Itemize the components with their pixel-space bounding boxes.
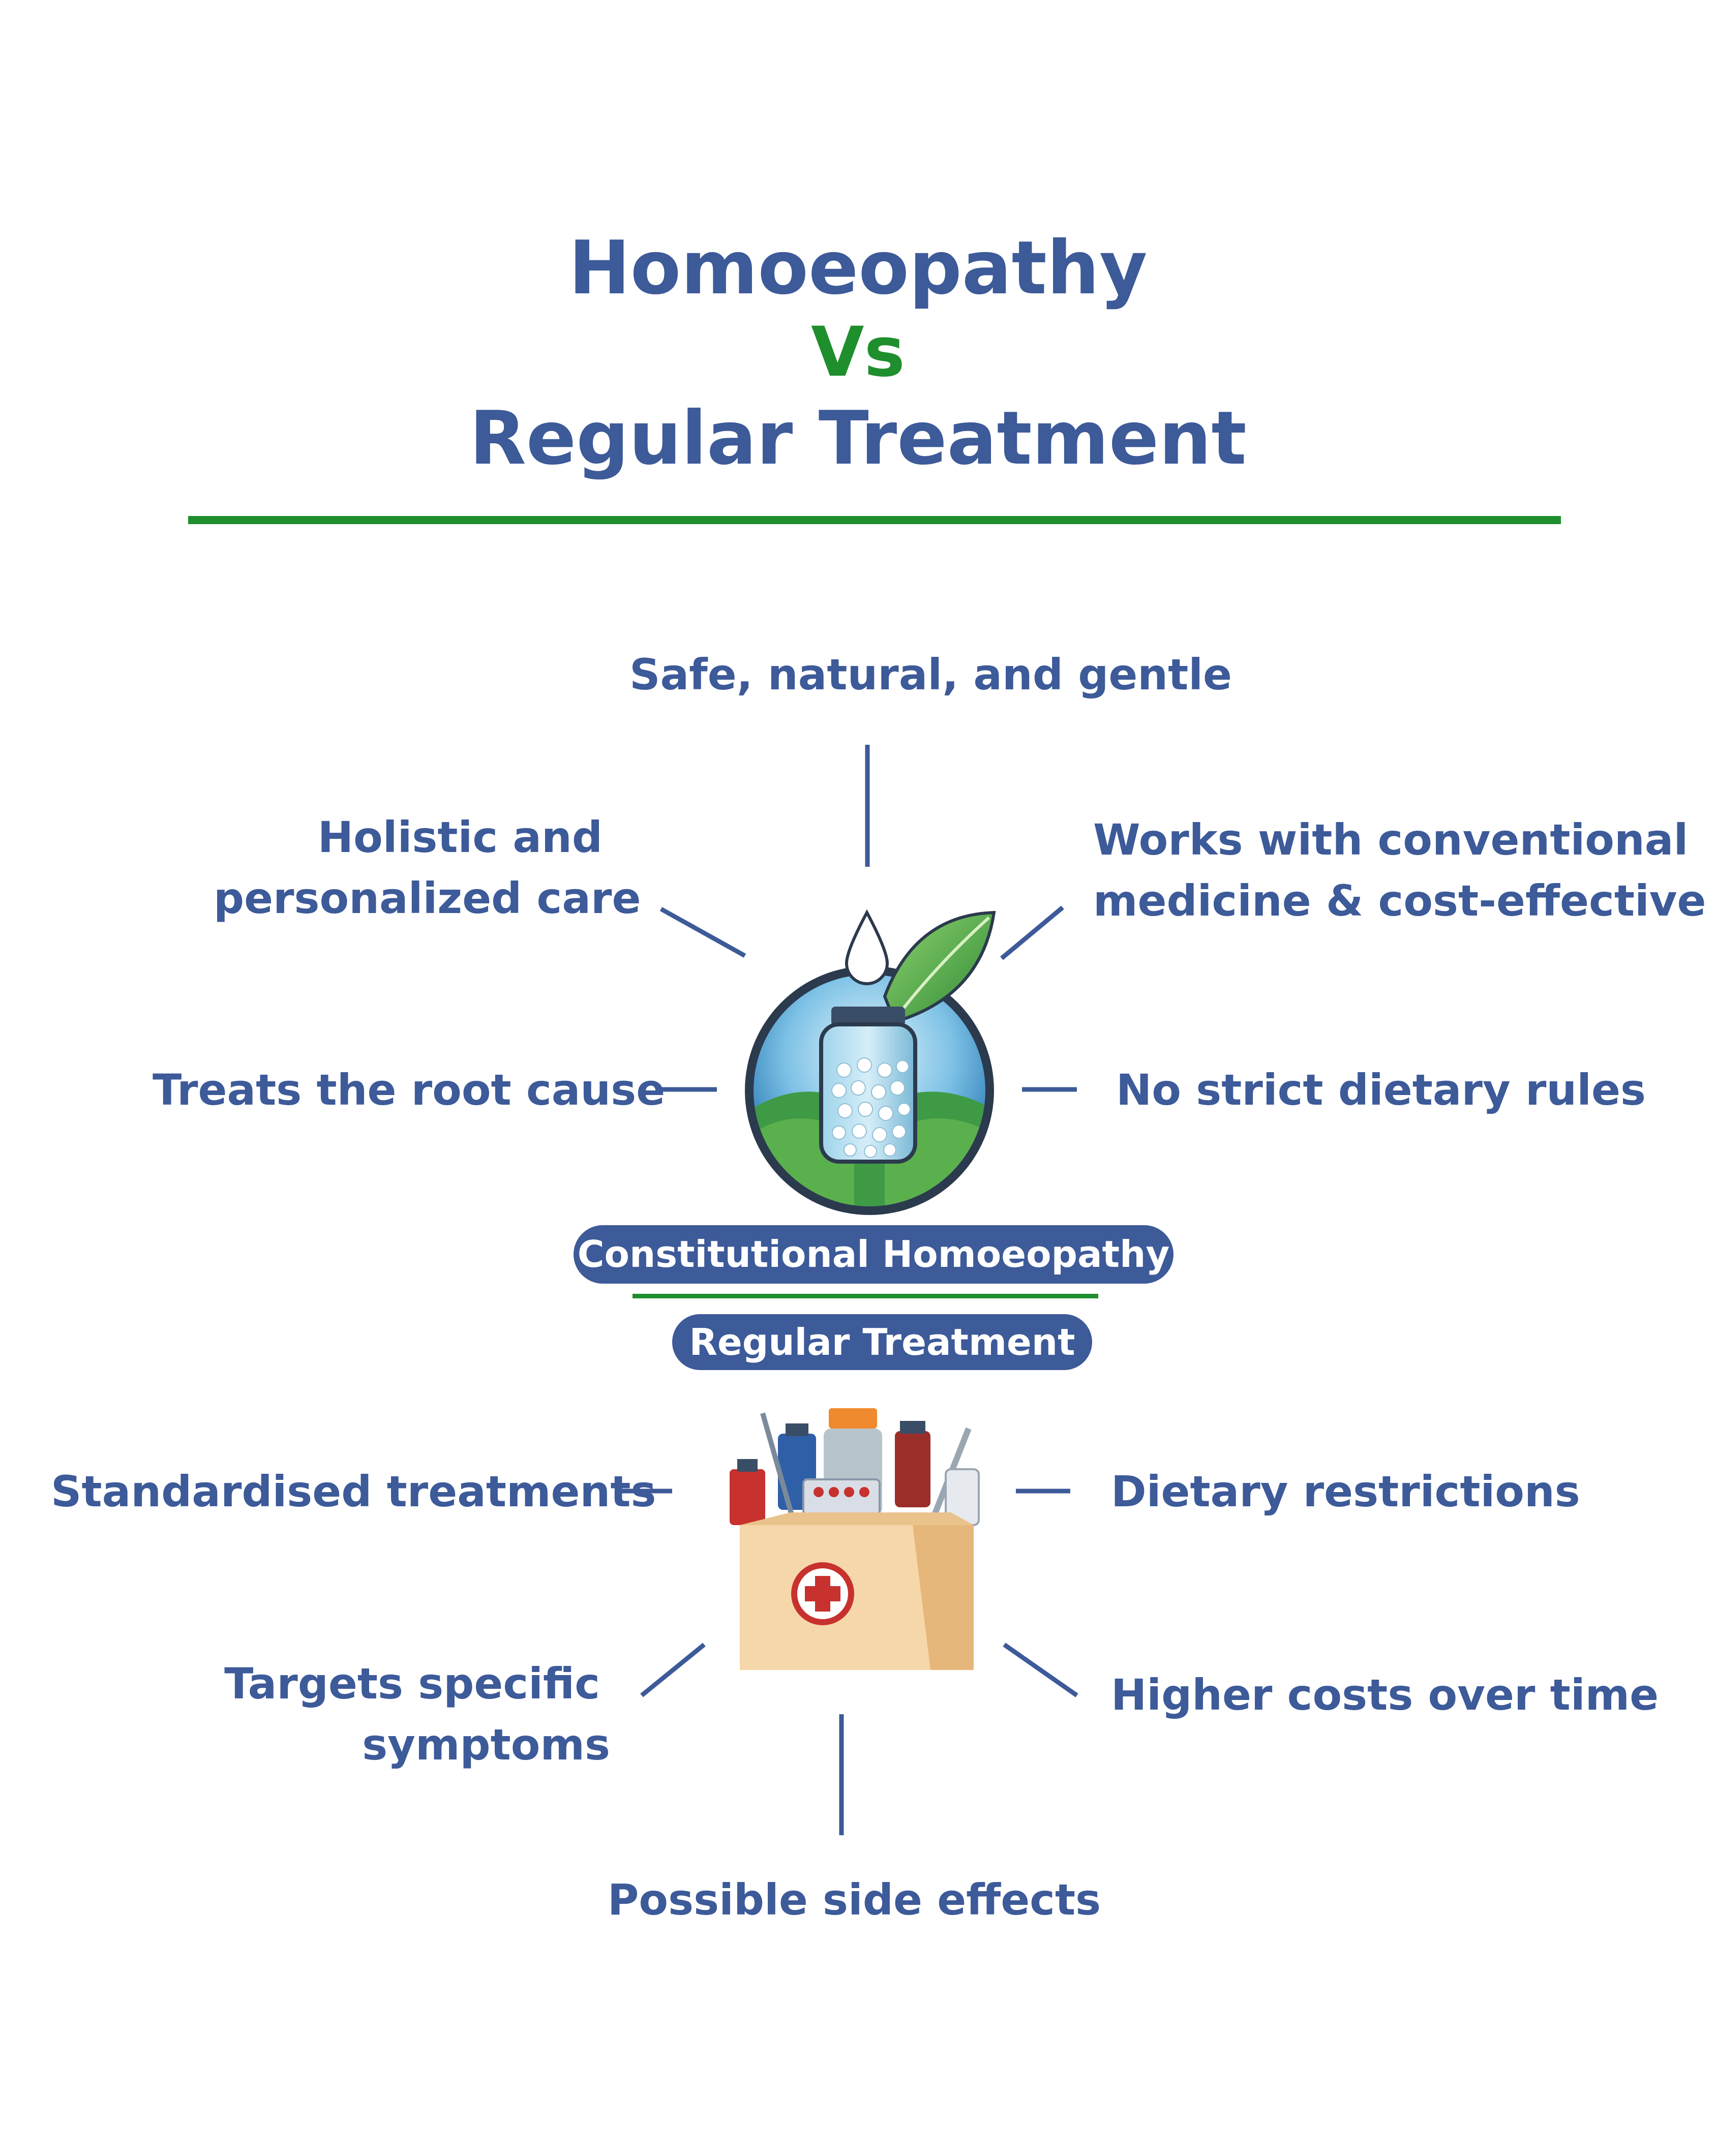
point-holistic-line1: Holistic and bbox=[317, 812, 603, 862]
point-higher-costs: Higher costs over time bbox=[1111, 1670, 1659, 1720]
connector-upper-left bbox=[661, 909, 745, 956]
point-safe-natural-gentle: Safe, natural, and gentle bbox=[629, 650, 1232, 700]
point-no-strict-dietary-rules: No strict dietary rules bbox=[1116, 1065, 1646, 1115]
point-dietary-restrictions: Dietary restrictions bbox=[1111, 1467, 1580, 1516]
connector-reg-lower-left bbox=[642, 1645, 704, 1695]
medicine-bag-icon bbox=[730, 1408, 979, 1670]
point-targets-symptoms-line1: Targets specific bbox=[224, 1659, 600, 1709]
point-works-conventional-line2: medicine & cost-effective bbox=[1093, 876, 1706, 926]
point-treats-root-cause: Treats the root cause bbox=[153, 1065, 666, 1115]
point-works-conventional-line1: Works with conventional bbox=[1093, 815, 1689, 865]
title-vs: Vs bbox=[811, 312, 905, 392]
badge-divider bbox=[633, 1294, 1098, 1298]
connector-upper-right bbox=[1002, 907, 1063, 958]
point-standardised-treatments: Standardised treatments bbox=[51, 1467, 656, 1516]
point-possible-side-effects: Possible side effects bbox=[607, 1875, 1101, 1925]
connector-reg-lower-right bbox=[1004, 1645, 1077, 1695]
constitutional-homoeopathy-badge: Constitutional Homoeopathy bbox=[574, 1225, 1173, 1284]
title-regular-treatment: Regular Treatment bbox=[469, 396, 1247, 481]
title-homoeopathy: Homoeopathy bbox=[568, 225, 1148, 311]
regular-treatment-badge: Regular Treatment bbox=[672, 1314, 1092, 1370]
homoeopathy-jar-icon bbox=[745, 913, 994, 1220]
point-targets-symptoms-line2: symptoms bbox=[362, 1720, 610, 1770]
point-holistic-line2: personalized care bbox=[214, 873, 641, 923]
